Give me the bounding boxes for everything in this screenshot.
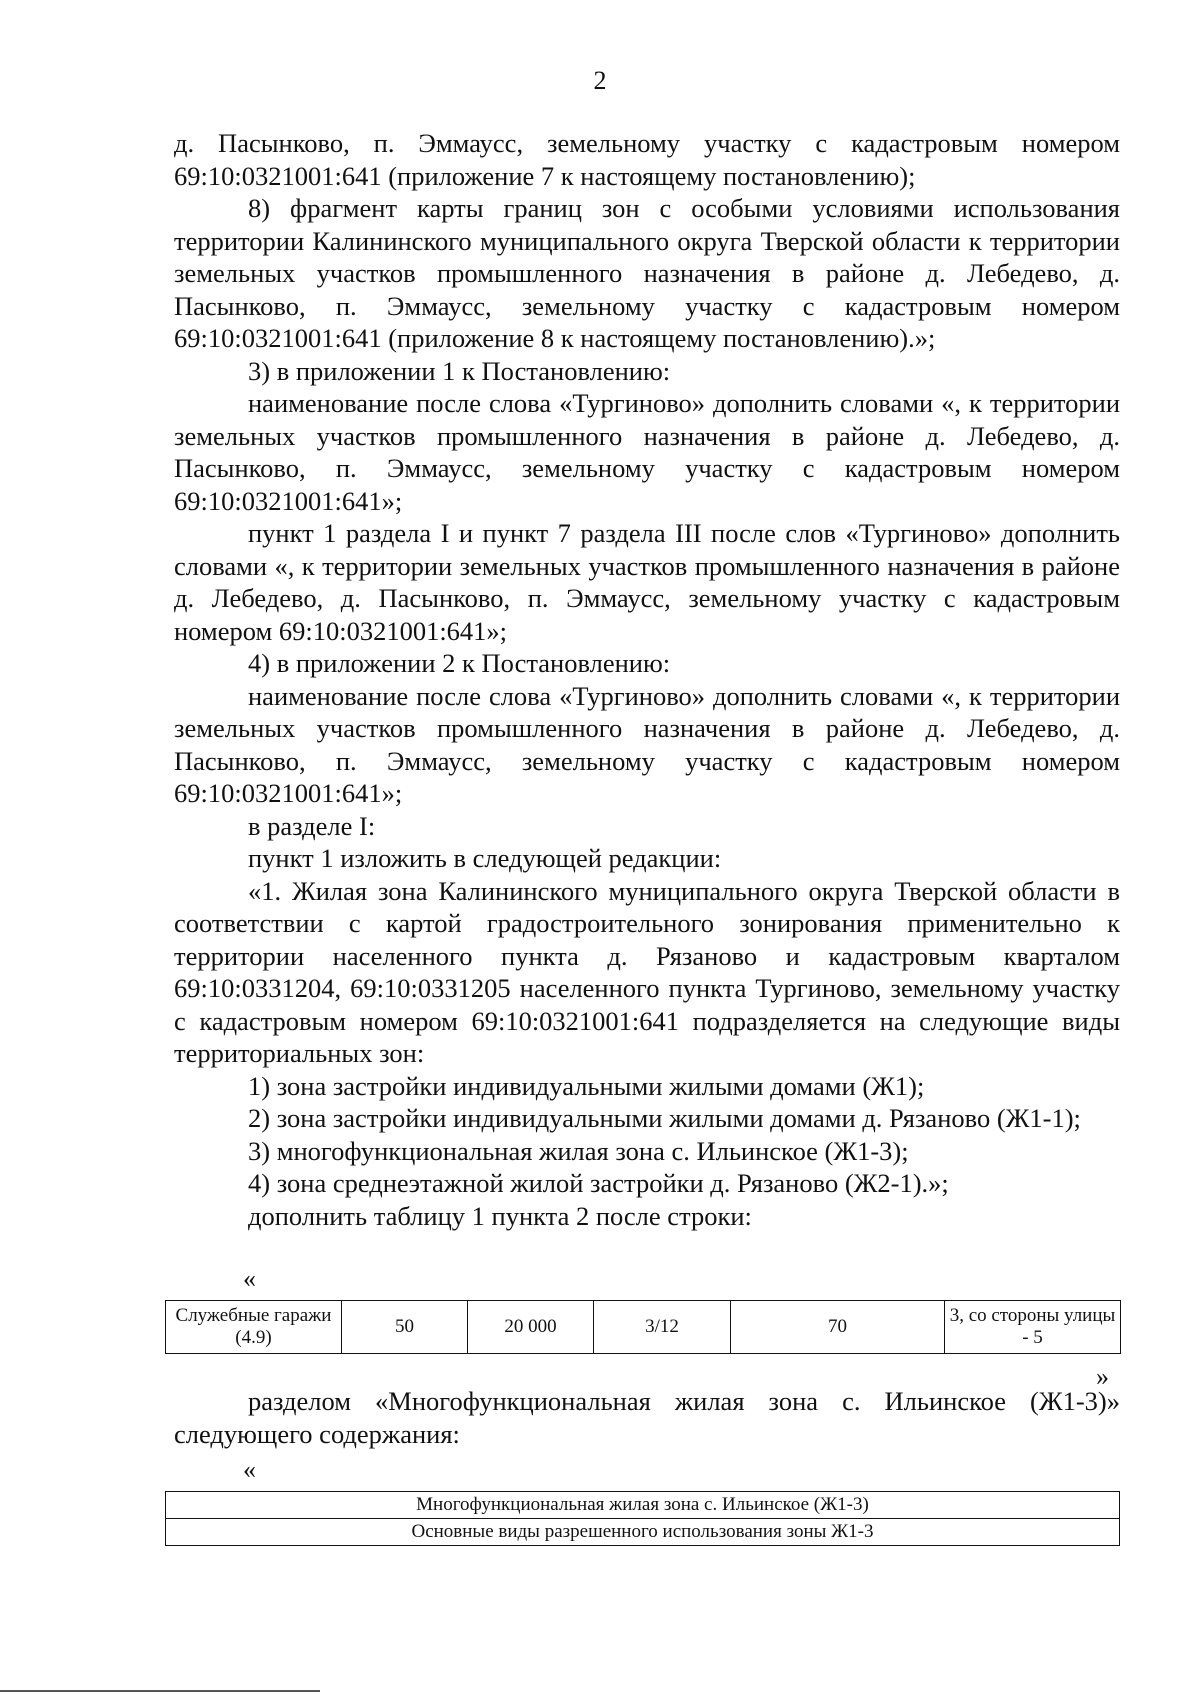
table-cell: Основные виды разрешенного использования зоны Ж1-3 bbox=[166, 1519, 1120, 1546]
table-garages-row bbox=[165, 1300, 1121, 1354]
paragraph: 4) в приложении 2 к Постановлению: bbox=[248, 648, 671, 678]
page-number: 2 bbox=[593, 66, 607, 95]
table-cell: 3/12 bbox=[594, 1301, 731, 1354]
open-quote-mark: « bbox=[243, 1264, 256, 1293]
paragraph: пункт 1 изложить в следующей редакции: bbox=[248, 843, 722, 873]
paragraph: 3) многофункциональная жилая зона с. Ильинское (Ж1-3); bbox=[248, 1135, 909, 1166]
document-body bbox=[174, 127, 1120, 1232]
paragraph: 8) фрагмент карты границ зон с особыми условиями использования территории Калининского муниципального округа Тверской области к территории земельных участков промышленного назначения в районе д. Лебедево, д. Пасынково, п. Эммаусс, земельному участку с кадастровым номером 69:10:0321001:641 (приложение 8 к настоящему постановлению).»; bbox=[174, 193, 1120, 353]
table-row bbox=[166, 1301, 1121, 1354]
close-quote-mark: » bbox=[1096, 1362, 1109, 1391]
table-cell: 70 bbox=[731, 1301, 945, 1354]
scan-edge-line bbox=[0, 1690, 320, 1692]
table-zone-section bbox=[165, 1491, 1120, 1546]
table-cell: 50 bbox=[342, 1301, 468, 1354]
table-cell: Служебные гаражи (4.9) bbox=[166, 1301, 342, 1354]
paragraph: пункт 1 раздела I и пункт 7 раздела III после слов «Тургиново» дополнить словами «, к территории земельных участков промышленного назначения в районе д. Лебедево, д. Пасынково, п. Эммаусс, земельному участку с кадастровым номером 69:10:0321001:641»; bbox=[174, 518, 1120, 646]
table-cell: Многофункциональная жилая зона с. Ильинское (Ж1-3) bbox=[166, 1492, 1120, 1519]
table-row bbox=[166, 1492, 1120, 1519]
paragraph: разделом «Многофункциональная жилая зона с. Ильинское (Ж1-3)» следующего содержания: bbox=[174, 1386, 1120, 1449]
table-row bbox=[166, 1519, 1120, 1546]
paragraph: наименование после слова «Тургиново» дополнить словами «, к территории земельных участков промышленного назначения в районе д. Лебедево, д. Пасынково, п. Эммаусс, земельному участку с кадастровым номером 69:10:0321001:641»; bbox=[174, 388, 1120, 516]
paragraph: в разделе I: bbox=[248, 810, 376, 841]
paragraph: «1. Жилая зона Калининского муниципального округа Тверской области в соответствии с картой градостроительного зонирования применительно к территории населенного пункта д. Рязаново и кадастровым кварталом 69:10:0331204, 69:10:0331205 населенного пункта Тургиново, земельному участку с кадастровым номером 69:10:0321001:641 подразделяется на следующие виды территориальных зон: bbox=[174, 875, 1120, 1068]
document-body-continued bbox=[174, 1385, 1120, 1450]
table-cell: 3, со стороны улицы - 5 bbox=[945, 1301, 1121, 1354]
paragraph: наименование после слова «Тургиново» дополнить словами «, к территории земельных участков промышленного назначения в районе д. Лебедево, д. Пасынково, п. Эммаусс, земельному участку с кадастровым номером 69:10:0321001:641»; bbox=[174, 680, 1120, 808]
paragraph: 2) зона застройки индивидуальными жилыми домами д. Рязаново (Ж1-1); bbox=[248, 1103, 1081, 1133]
table-cell: 20 000 bbox=[468, 1301, 594, 1354]
paragraph: дополнить таблицу 1 пункта 2 после строки: bbox=[248, 1200, 752, 1231]
paragraph: 3) в приложении 1 к Постановлению: bbox=[248, 355, 671, 386]
open-quote-mark: « bbox=[243, 1455, 256, 1484]
paragraph: 4) зона среднеэтажной жилой застройки д. Рязаново (Ж2-1).»; bbox=[248, 1168, 949, 1198]
paragraph: 1) зона застройки индивидуальными жилыми домами (Ж1); bbox=[248, 1070, 925, 1101]
paragraph: д. Пасынково, п. Эммаусс, земельному участку с кадастровым номером 69:10:0321001:641 (приложение 7 к настоящему постановлению); bbox=[174, 128, 1120, 191]
